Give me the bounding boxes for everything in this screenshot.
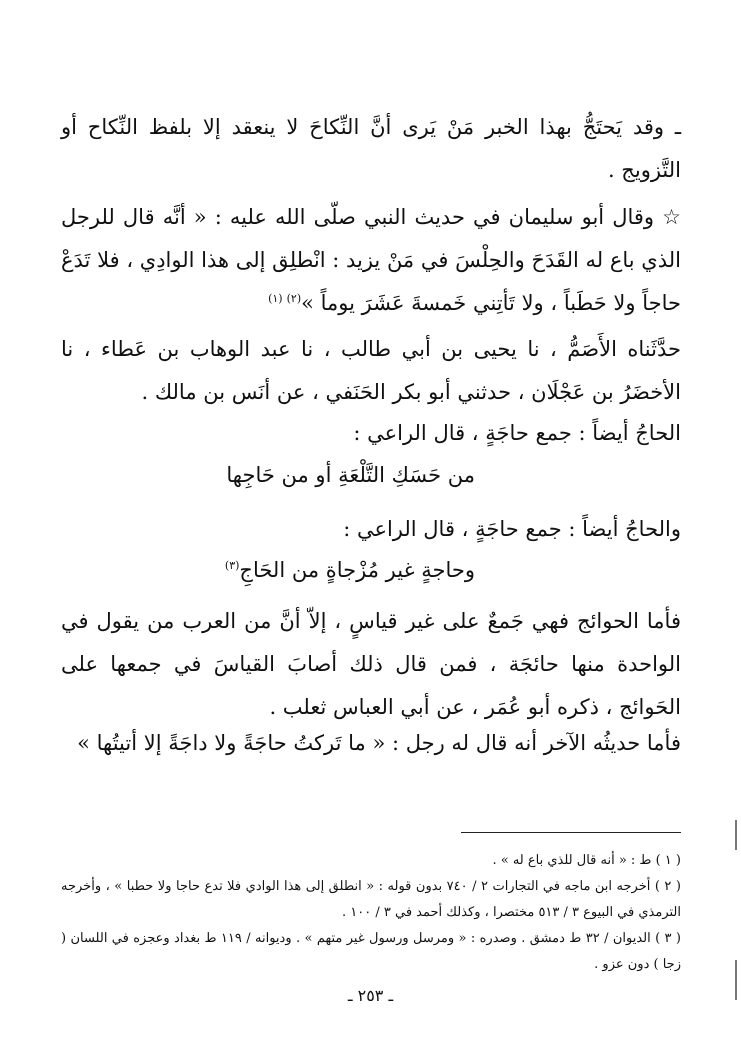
paragraph-1-text: ـ وقد يَحتَجُّ بهذا الخبر مَنْ يَرى أنَّ النِّكاحَ لا ينعقد إلا بلفظ النِّكاح أو التَّزويج . <box>61 115 681 182</box>
paragraph-7 <box>61 722 681 765</box>
paragraph-4 <box>61 412 681 455</box>
footnote-separator <box>461 832 681 833</box>
note-ref-2: (٢) <box>286 292 302 305</box>
page-number: ـ ٢٥٣ ـ <box>347 986 394 1005</box>
paragraph-3-text: حدَّثَناه الأَصَمُّ ، نا يحيى بن أبي طالب ، نا عبد الوهاب بن عَطاء ، نا الأخضَرُ بن عَجْلَان ، حدثني أبو بكر الحَنَفي ، عن أنَس بن مالك . <box>61 337 681 404</box>
verse-1: من حَسَكِ التَّلْعَةِ أو من حَاجِها <box>226 463 475 487</box>
scan-edge-mark-2 <box>735 960 737 1000</box>
scan-edge-mark <box>735 820 737 850</box>
paragraph-5 <box>61 508 681 551</box>
paragraph-4-text: الحاجُ أيضاً : جمع حاجَةٍ ، قال الراعي : <box>353 421 681 445</box>
footnotes <box>61 848 681 978</box>
note-ref-1: (١) <box>268 292 283 305</box>
verse-2 <box>225 555 475 585</box>
paragraph-2-text: ☆ وقال أبو سليمان في حديث النبي صلّى الله عليه : « أنَّه قال للرجل الذي باع له القَدَحَ والحِلْسَ في مَنْ يزيد : انْطلِق إلى هذا الوادِي ، فلا تَدَعْ حاجاً ولا حَطَباً ، ولا تَأتِني خَمسةَ عَشَرَ يوماً » <box>61 205 681 315</box>
footnote-1: ( ١ ) ط : « أنه قال للذي باع له » . <box>492 853 681 868</box>
verse-2-text: وحاجةٍ غير مُزْجاةٍ من الحَاجِ <box>239 558 475 582</box>
paragraph-2 <box>61 196 681 325</box>
paragraph-6-text: فأما الحوائج فهي جَمعٌ على غير قياسٍ ، إلاّ أنَّ من العرب من يقول في الواحدة منها حائجَة ، فمن قال ذلك أصابَ القياسَ في جمعها على الحَوائج ، ذكره أبو عُمَر ، عن أبي العباس ثعلب . <box>61 609 681 719</box>
note-ref-3: (٣) <box>224 559 240 572</box>
paragraph-3 <box>61 328 681 414</box>
paragraph-5-text: والحاجُ أيضاً : جمع حاجَةٍ ، قال الراعي : <box>343 517 681 541</box>
paragraph-6 <box>61 600 681 729</box>
footnote-2: ( ٢ ) أخرجه ابن ماجه في التجارات ٢ / ٧٤٠ بدون قوله : « انطلق إلى هذا الوادي فلا تدع حاجا ولا حطبا » ، وأخرجه الترمذي في البيوع ٣ / ٥١٣ مختصرا ، وكذلك أحمد في ٣ / ١٠٠ . <box>61 879 681 920</box>
paragraph-7-text: فأما حديثُه الآخر أنه قال له رجل : « ما تَركتُ حاجَةً ولا داجَةً إلا أتيتُها » <box>77 731 681 755</box>
paragraph-1 <box>61 106 681 192</box>
footnote-3: ( ٣ ) الديوان / ٣٢ ط دمشق . وصدره : « ومرسل ورسول غير متهم » . وديوانه / ١١٩ ط بغداد وعجزه في اللسان ( زجا ) دون عزو . <box>61 931 681 972</box>
